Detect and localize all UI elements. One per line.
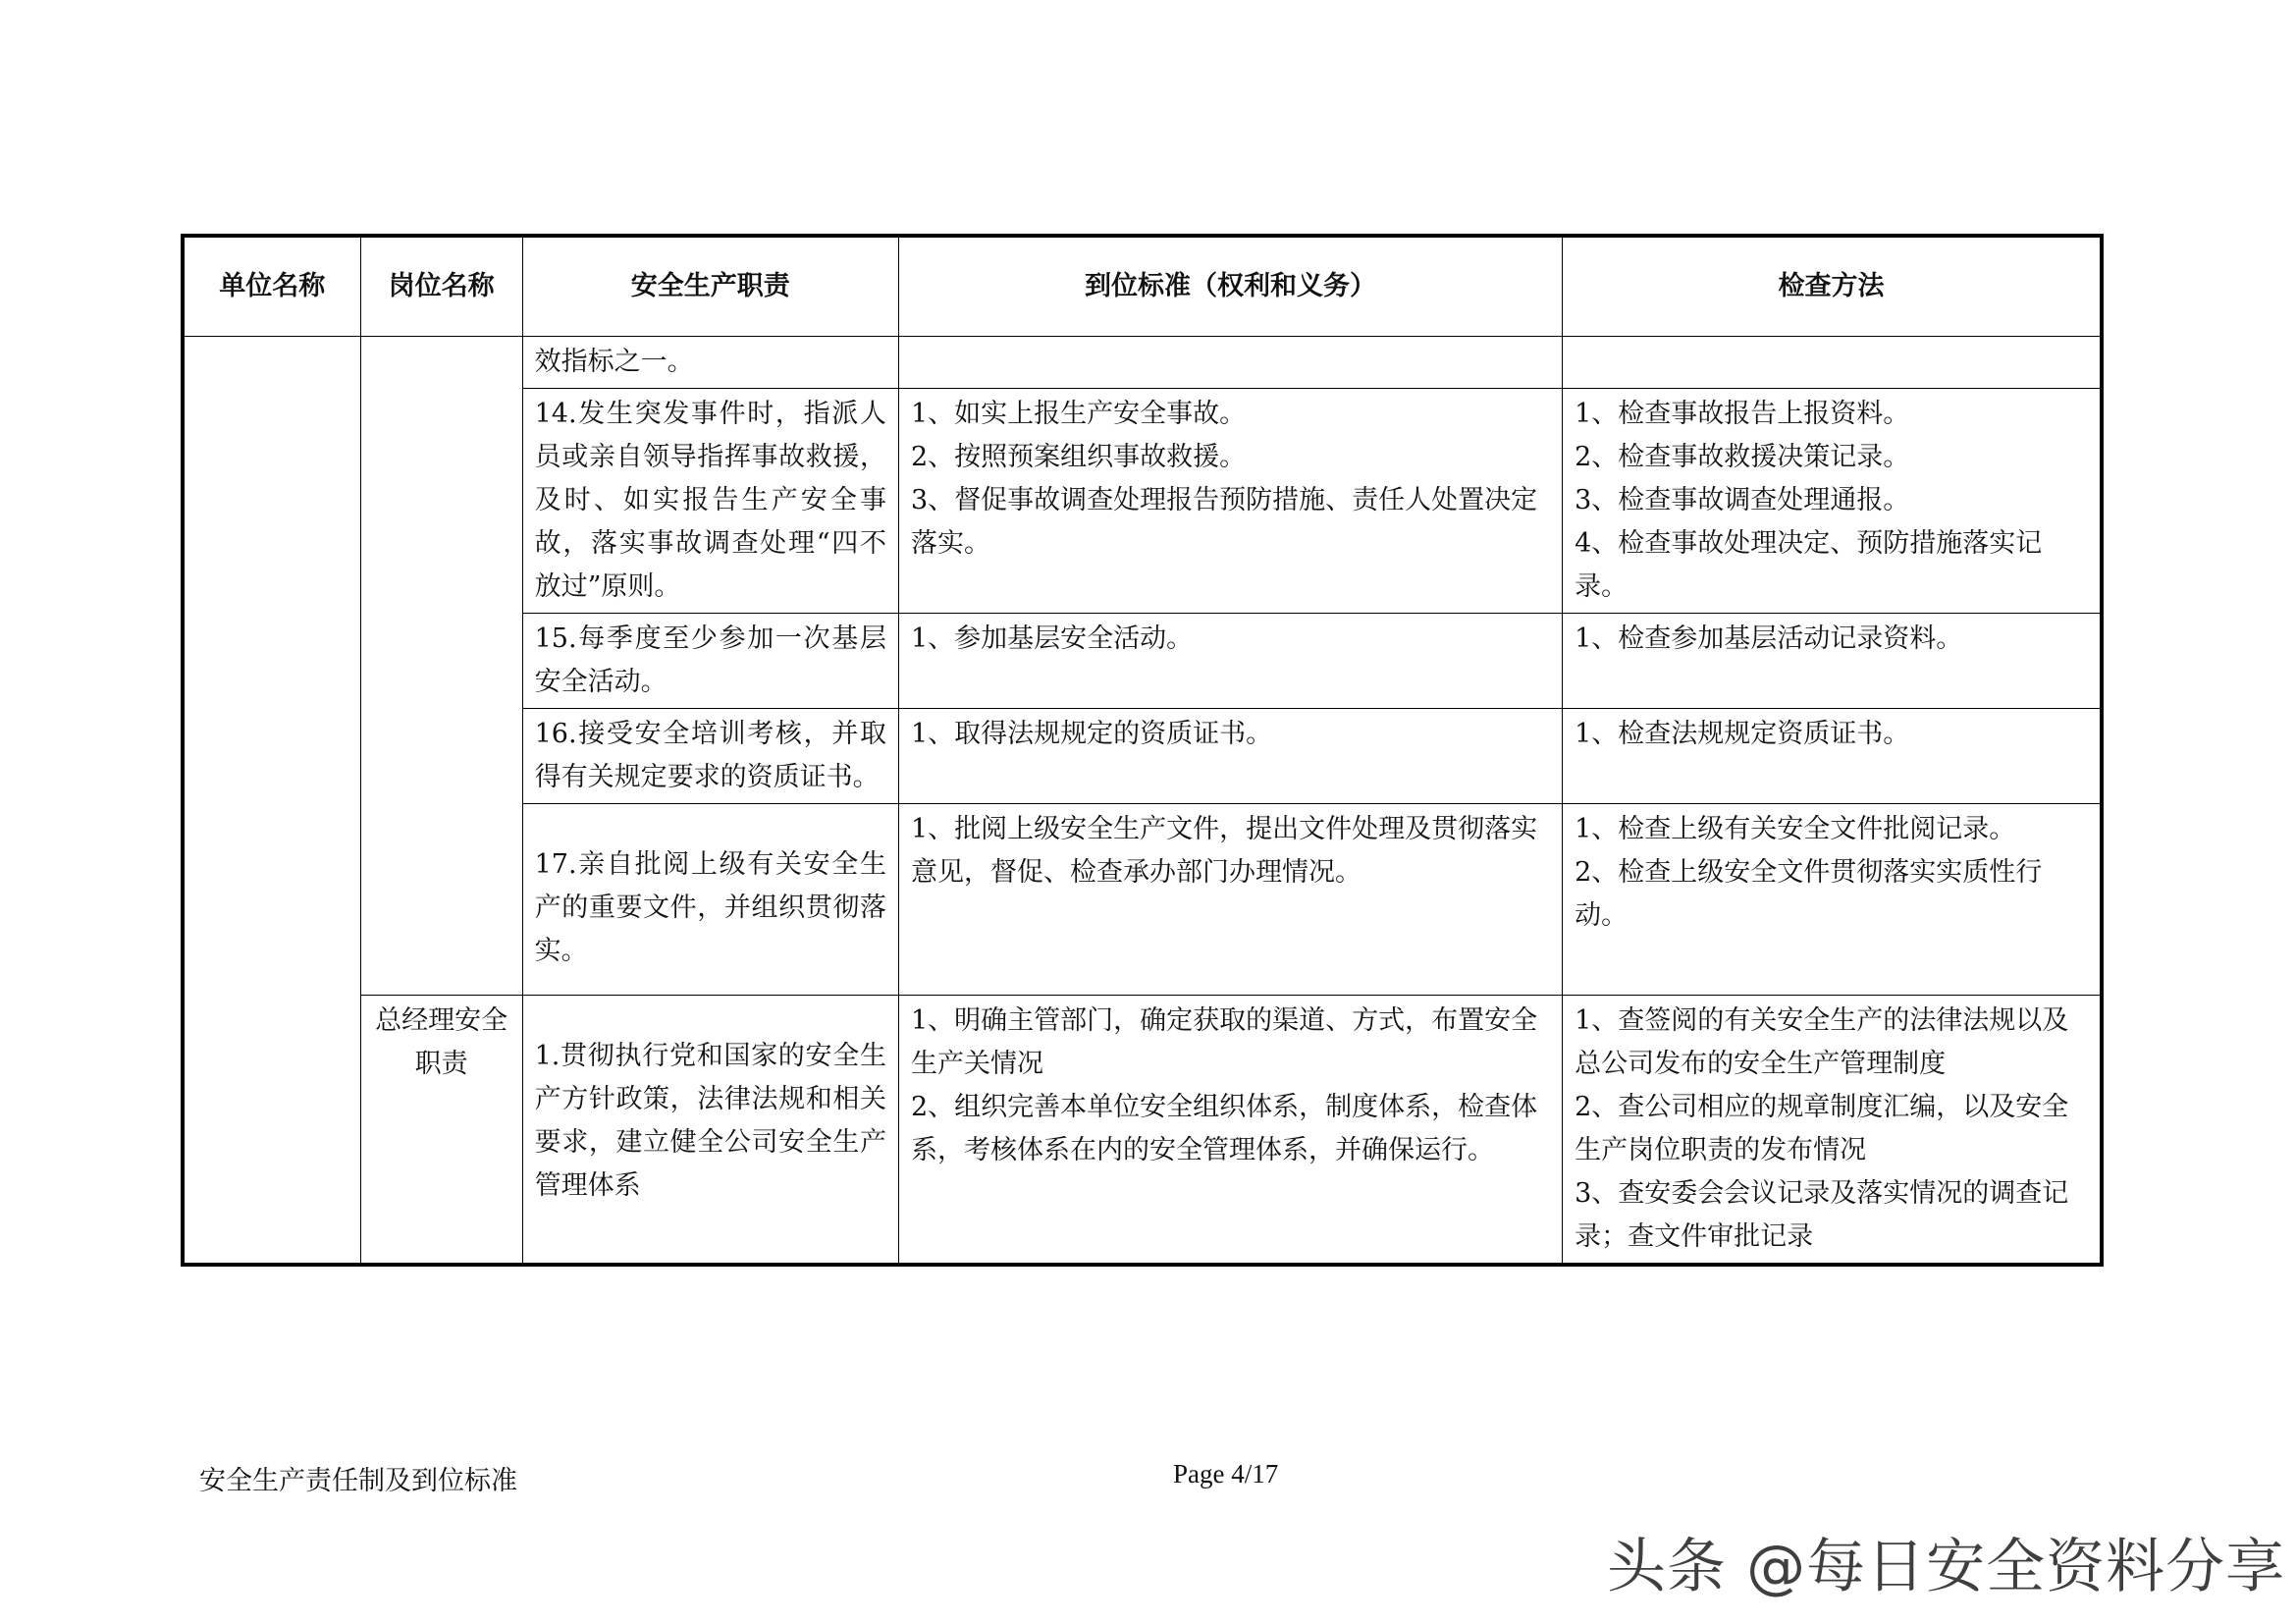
standard-item: 1、取得法规规定的资质证书。 xyxy=(910,719,1273,749)
check-cell xyxy=(1563,389,2102,614)
watermark: 头条 @每日安全资料分享 xyxy=(1607,1533,2286,1601)
check-item: 1、检查法规规定资质证书。 xyxy=(1575,719,1910,749)
duty-cell: 15.每季度至少参加一次基层安全活动。 xyxy=(522,614,898,709)
duty-cell: 16.接受安全培训考核，并取得有关规定要求的资质证书。 xyxy=(522,709,898,804)
check-item: 2、查公司相应的规章制度汇编，以及安全生产岗位职责的发布情况 xyxy=(1575,1092,2069,1165)
standard-item: 1、如实上报生产安全事故。 xyxy=(910,399,1247,429)
header-check: 检查方法 xyxy=(1563,236,2102,337)
standard-cell xyxy=(898,996,1562,1266)
table-header-row xyxy=(183,236,2102,337)
check-cell xyxy=(1563,804,2102,996)
check-item: 1、查签阅的有关安全生产的法律法规以及总公司发布的安全生产管理制度 xyxy=(1575,1005,2069,1079)
footer-page-number: Page 4/17 xyxy=(1173,1459,1279,1489)
check-item: 2、检查上级安全文件贯彻落实实质性行动。 xyxy=(1575,857,2043,931)
footer-doc-title: 安全生产责任制及到位标准 xyxy=(199,1466,517,1496)
standard-cell xyxy=(898,337,1562,389)
header-unit: 单位名称 xyxy=(183,236,360,337)
check-item: 2、检查事故救援决策记录。 xyxy=(1575,442,1910,472)
standard-cell xyxy=(898,614,1562,709)
standard-cell xyxy=(898,804,1562,996)
standard-item: 3、督促事故调查处理报告预防措施、责任人处置决定落实。 xyxy=(910,485,1538,559)
check-cell xyxy=(1563,996,2102,1266)
header-duty: 安全生产职责 xyxy=(522,236,898,337)
check-cell xyxy=(1563,709,2102,804)
check-item: 3、检查事故调查处理通报。 xyxy=(1575,485,1910,515)
standard-cell xyxy=(898,389,1562,614)
standard-item: 1、批阅上级安全生产文件，提出文件处理及贯彻落实意见，督促、检查承办部门办理情况。 xyxy=(910,814,1538,888)
responsibility-table xyxy=(181,234,2104,1267)
post-cell-general-manager: 总经理安全职责 xyxy=(360,996,522,1266)
header-post: 岗位名称 xyxy=(360,236,522,337)
standard-item: 2、组织完善本单位安全组织体系，制度体系，检查体系，考核体系在内的安全管理体系，并确保运行。 xyxy=(910,1092,1538,1165)
standard-item: 2、按照预案组织事故救援。 xyxy=(910,442,1247,472)
table-row xyxy=(183,996,2102,1266)
check-cell xyxy=(1563,337,2102,389)
unit-cell xyxy=(183,337,360,1266)
duty-cell: 效指标之一。 xyxy=(522,337,898,389)
check-item: 4、检查事故处理决定、预防措施落实记录。 xyxy=(1575,528,2043,602)
standard-item: 1、明确主管部门，确定获取的渠道、方式，布置安全生产关情况 xyxy=(910,1005,1538,1079)
check-item: 1、检查参加基层活动记录资料。 xyxy=(1575,623,1963,654)
post-cell xyxy=(360,337,522,996)
table-row xyxy=(183,337,2102,389)
standard-cell xyxy=(898,709,1562,804)
duty-cell: 14.发生突发事件时，指派人员或亲自领导指挥事故救援，及时、如实报告生产安全事故，落实事故调查处理“四不放过”原则。 xyxy=(522,389,898,614)
duty-cell: 1.贯彻执行党和国家的安全生产方针政策，法律法规和相关要求，建立健全公司安全生产管理体系 xyxy=(522,996,898,1266)
standard-item: 1、参加基层安全活动。 xyxy=(910,623,1194,654)
header-standard: 到位标准（权利和义务） xyxy=(898,236,1562,337)
check-item: 1、检查上级有关安全文件批阅记录。 xyxy=(1575,814,2016,844)
check-item: 1、检查事故报告上报资料。 xyxy=(1575,399,1910,429)
check-item: 3、查安委会会议记录及落实情况的调查记录；查文件审批记录 xyxy=(1575,1178,2069,1252)
duty-cell: 17.亲自批阅上级有关安全生产的重要文件，并组织贯彻落实。 xyxy=(522,804,898,996)
check-cell xyxy=(1563,614,2102,709)
